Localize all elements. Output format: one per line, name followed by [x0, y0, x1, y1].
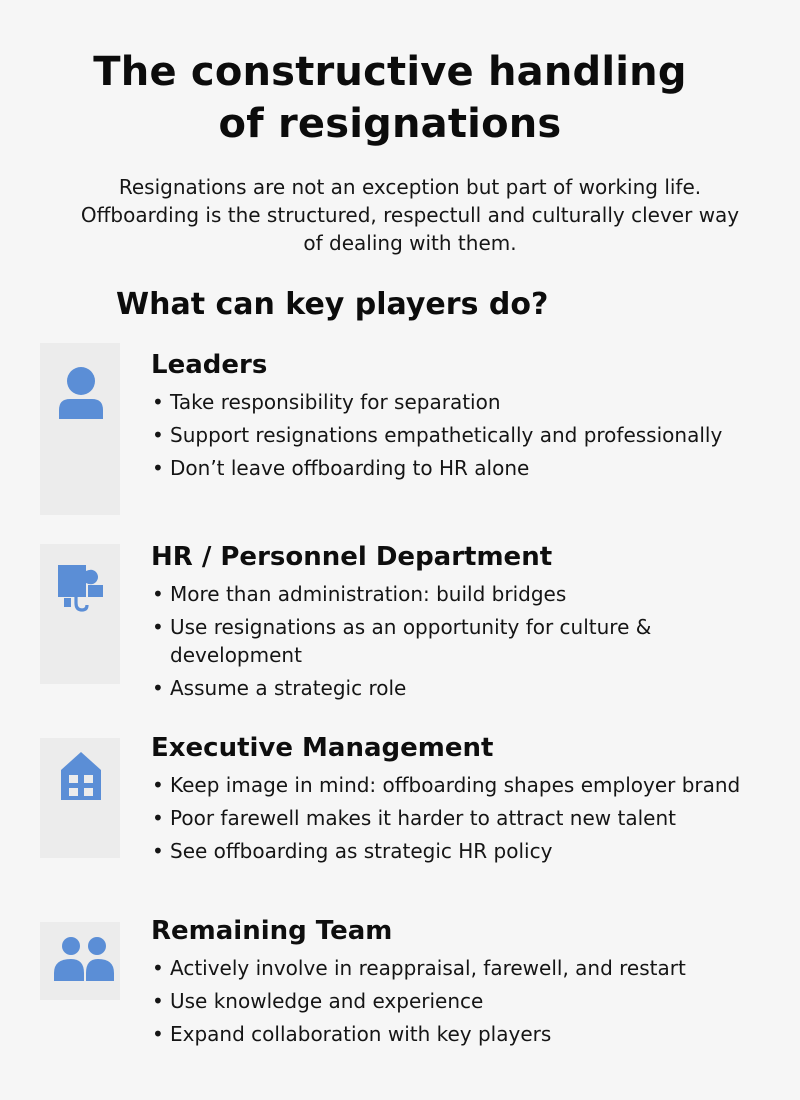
title-line-2: of resignations	[218, 101, 562, 147]
section-executive	[151, 731, 781, 870]
bullet-item: • Use knowledge and experience	[151, 987, 781, 1015]
section-title-remaining-team: Remaining Team	[151, 916, 393, 946]
section-remaining-team	[151, 914, 781, 1053]
bullet-item: • Assume a strategic role	[151, 674, 781, 702]
section-title-leaders: Leaders	[151, 350, 268, 380]
puzzle-icon	[56, 563, 106, 617]
bullet-item: • Keep image in mind: offboarding shapes employer brand	[151, 771, 781, 799]
team-icon	[52, 935, 116, 983]
bullet-list-remaining-team	[151, 954, 781, 1048]
bullet-item: • Poor farewell makes it harder to attract new talent	[151, 804, 781, 832]
person-icon	[58, 363, 104, 421]
bullet-item: • Use resignations as an opportunity for culture & development	[151, 613, 781, 669]
leaders-icon-panel	[40, 343, 120, 515]
section-hr	[151, 540, 781, 707]
bullet-item: • Expand collaboration with key players	[151, 1020, 781, 1048]
page-title	[60, 46, 720, 150]
intro-paragraph: Resignations are not an exception but part of working life. Offboarding is the structured, respectull and culturally clever way of dealing with them.	[80, 175, 740, 255]
bullet-item: • Don’t leave offboarding to HR alone	[151, 454, 781, 482]
bullet-list-executive	[151, 771, 781, 865]
bullet-list-hr	[151, 580, 781, 702]
section-title-executive: Executive Management	[151, 733, 494, 763]
bullet-item: • Take responsibility for separation	[151, 388, 781, 416]
team-icon-panel	[40, 922, 120, 1000]
bullet-list-leaders	[151, 388, 781, 482]
building-icon	[59, 750, 103, 802]
bullet-item: • Actively involve in reappraisal, farewell, and restart	[151, 954, 781, 982]
executive-icon-panel	[40, 738, 120, 858]
bullet-item: • More than administration: build bridges	[151, 580, 781, 608]
section-heading: What can key players do?	[116, 287, 549, 322]
hr-icon-panel	[40, 544, 120, 684]
section-leaders	[151, 348, 781, 487]
title-line-1: The constructive handling	[93, 49, 687, 95]
bullet-item: • See offboarding as strategic HR policy	[151, 837, 781, 865]
bullet-item: • Support resignations empathetically and professionally	[151, 421, 781, 449]
section-title-hr: HR / Personnel Department	[151, 542, 553, 572]
